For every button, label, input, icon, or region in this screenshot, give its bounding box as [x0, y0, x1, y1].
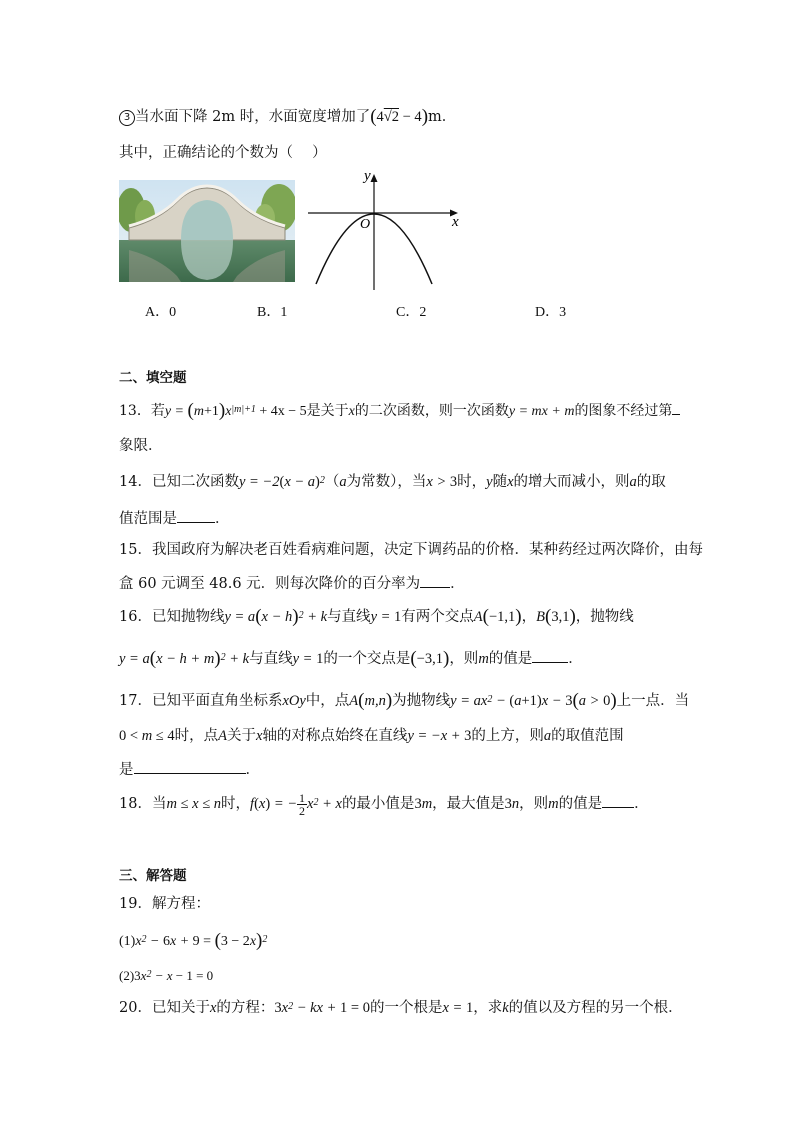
q17-text-5: 关于	[227, 728, 256, 744]
q14-math-3: x > 3	[426, 474, 458, 490]
q12-item3-text: 当水面下降 2m 时，水面宽度增加了	[135, 109, 371, 125]
circled-number: 3	[119, 110, 135, 126]
q13-number: 13．若	[119, 403, 165, 419]
q16-line1: 16．已知抛物线$y = a(x - h)^2 + k$与直线y = 1有两个交点A(−1,1)，B(3,1)，抛物线	[119, 606, 634, 627]
q12-item3	[119, 106, 456, 127]
q16-text-6: ，则	[449, 651, 479, 667]
q15-blank	[420, 573, 450, 588]
q17-text-6: 轴的对称点始终在直线	[262, 728, 408, 744]
q18-text-5: 的值是	[558, 795, 603, 812]
q14-math-2: a	[339, 474, 347, 490]
section-title-fill-in: 二、填空题	[119, 370, 187, 386]
parabola-graph	[300, 168, 470, 297]
q12-item3-unit: m．	[428, 109, 457, 125]
q17-text-4: 时，点	[174, 728, 219, 744]
q13-math-2: x	[348, 404, 355, 419]
q20-text-4: 的值以及方程的另一个根．	[508, 1000, 683, 1016]
q20-line1: 20．已知关于x的方程：$3x^2$ − kx + 1 = 0的一个根是x = 1，求k的值以及方程的另一个根．	[119, 1000, 683, 1016]
q17-number: 17．已知平面直角坐标系	[119, 693, 283, 709]
q17-line2: 0 < m ≤ 4时，点A关于x轴的对称点始终在直线y = −x + 3的上方，则a的取值范围	[119, 728, 624, 744]
q15-line2: 盒 60 元调至 48.6 元．则每次降价的百分率为 ．	[119, 573, 465, 594]
choice-d: D．3	[535, 305, 567, 320]
q17-blank	[134, 759, 246, 774]
q19-part2-label: (2)	[119, 968, 135, 983]
q13-line2: 象限．	[119, 438, 163, 454]
q14-line1: 14．已知二次函数$y = -2(x - a)^2(a$为常数），当x > 3时，y随x的增大而减小，则a的取	[119, 474, 666, 490]
q14-text-3: 时，	[457, 474, 487, 490]
q16-line2: $y = a(x - h + m)^2 + k$与直线y = 1的一个交点是(−3,1)，则m的值是 ．	[119, 648, 583, 669]
q16-math-1: $y = a(x - h)^2 + k$	[224, 606, 328, 627]
bridge-photo	[119, 180, 295, 282]
q13-blank	[672, 400, 680, 415]
q17-text-3: 上一点．当	[616, 693, 690, 709]
q20-number: 20．已知关于	[119, 1000, 210, 1016]
q16-blank	[532, 648, 568, 663]
q16-text-1: 与直线	[327, 609, 371, 625]
q18-blank	[602, 793, 634, 808]
q14-text-4: 随	[492, 474, 508, 490]
q14-text-5: 的增大而减小，则	[513, 474, 630, 490]
graph-origin-label: O	[360, 217, 371, 232]
q19-part1-label: (1)	[119, 934, 136, 949]
q14-blank	[177, 508, 215, 523]
q19-part2: $(2)3x^2 - x - 1 = 0$	[119, 968, 214, 983]
q18-text-4: ，则	[519, 795, 549, 812]
q12-item3-math: (4√2 − 4)	[370, 106, 429, 127]
q14-number: 14．已知二次函数	[119, 474, 239, 490]
q16-math-2: $y = a(x - h + m)^2 + k$	[119, 648, 250, 669]
section-title-solve: 三、解答题	[119, 868, 187, 884]
q14-math-1: $y = -2(x - a)^2$	[238, 474, 325, 490]
q13-math-3: y = mx + m	[508, 404, 575, 419]
q15-text: 盒 60 元调至 48.6 元．则每次降价的百分率为	[119, 576, 421, 592]
q16-text-3: ，抛物线	[575, 609, 634, 625]
choice-b: B．1	[257, 305, 288, 320]
q13-math-1: $y = (m+1)x^{|m|+1} + 4x - 5$	[164, 400, 307, 421]
q14-text-1: （	[324, 474, 340, 490]
q17-text-8: 的取值范围	[551, 728, 624, 744]
q16-text-4: 与直线	[249, 651, 293, 667]
q16-number: 16．已知抛物线	[119, 609, 225, 625]
q14-text-2: 为常数），当	[346, 474, 427, 490]
q14-line2: 值范围是 ．	[119, 508, 230, 529]
q13-text-3: 的图象不经过第	[574, 403, 673, 419]
q20-text-3: ，求	[473, 1000, 503, 1016]
q13-text-1: 是关于	[306, 403, 349, 419]
q20-text-1: 的方程：	[216, 1000, 275, 1016]
q18-text-2: 的最小值是	[341, 795, 415, 812]
q13-line1	[119, 400, 680, 423]
graph-x-label: x	[452, 214, 459, 230]
q16-text-5: 的一个交点是	[323, 651, 411, 667]
q13-text-2: 的二次函数，则一次函数	[354, 403, 509, 419]
q18-text-3: ，最大值是	[432, 795, 505, 812]
q17-text-9: 是	[119, 762, 134, 778]
q14-text-7: 值范围是	[119, 511, 177, 527]
q19-title: 19．解方程：	[119, 896, 210, 912]
q17-line1: 17．已知平面直角坐标系xOy中，点A(m,n)为抛物线$y = ax^2 - (a+1)x - 3(a > 0)$上一点．当	[119, 690, 690, 711]
q16-text-2: 有两个交点	[401, 609, 474, 625]
q20-text-2: 的一个根是	[369, 1000, 443, 1016]
q18-line1: 18．当m ≤ x ≤ n时，f(x) = − $\frac{1}{2}$ $x^2 + x$的最小值是3m，最大值是3n，则m的值是 ．	[119, 791, 649, 818]
q12-question: 其中，正确结论的个数为（ ）	[119, 145, 327, 161]
choice-a: A．0	[145, 305, 177, 320]
q19-part1: $(1)x^2 - 6x + 9 = (3 - 2x)^2$	[119, 930, 268, 951]
q15-line1: 15．我国政府为解决老百姓看病难问题，决定下调药品的价格．某种药经过两次降价，由每	[119, 542, 703, 558]
q17-line3: 是 ．	[119, 759, 260, 780]
q18-text-1: 时，	[221, 795, 251, 812]
graph-y-label: y	[364, 168, 371, 184]
q16-text-7: 的值是	[488, 651, 533, 667]
q18-number: 18．当	[119, 795, 167, 812]
q17-text-2: 为抛物线	[392, 693, 451, 709]
q14-text-6: 的取	[636, 474, 666, 490]
choice-c: C．2	[396, 305, 427, 320]
q17-text-1: 中，点	[305, 693, 350, 709]
q17-text-7: 的上方，则	[471, 728, 544, 744]
